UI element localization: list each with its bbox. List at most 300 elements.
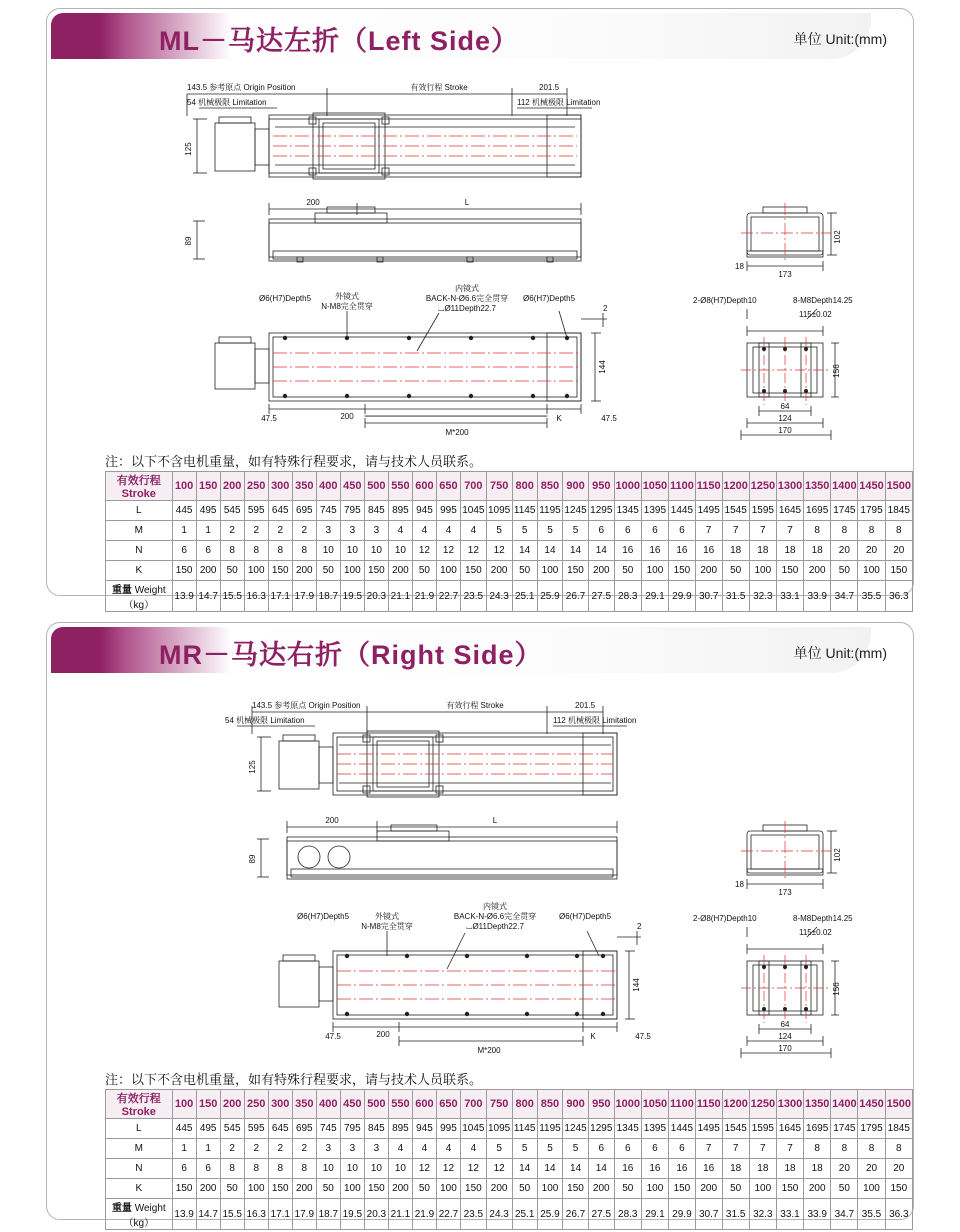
table-cell: 150	[364, 561, 388, 581]
label-stroke: 有效行程 Stroke	[446, 701, 504, 710]
table-cell: 50	[412, 1179, 436, 1199]
table-cell: 150	[885, 561, 912, 581]
table-cell: 13.9	[172, 1199, 196, 1230]
table-cell: 3	[364, 1139, 388, 1159]
table-cell: 200	[804, 561, 831, 581]
table-cell: 6	[196, 541, 220, 561]
label-hole-right: 8-M8Depth14.25	[793, 296, 853, 305]
table-cell: 1695	[804, 1119, 831, 1139]
table-row-label: L	[106, 1119, 173, 1139]
table-cell: 34.7	[831, 1199, 858, 1230]
table-cell: 17.1	[268, 581, 292, 612]
table-cell: 8	[831, 521, 858, 541]
table-header-cell: 100	[172, 472, 196, 501]
table-header-cell: 500	[364, 472, 388, 501]
table-header-cell: 950	[588, 472, 614, 501]
table-cell: 1395	[641, 1119, 668, 1139]
table-cell: 23.5	[460, 1199, 486, 1230]
table-row-label: K	[106, 561, 173, 581]
table-header-cell: 1050	[641, 1090, 668, 1119]
table-cell: 200	[196, 561, 220, 581]
table-cell: 16	[695, 541, 722, 561]
table-cell: 150	[268, 1179, 292, 1199]
table-cell: 100	[537, 561, 562, 581]
table-cell: 25.9	[537, 581, 562, 612]
table-cell: 150	[268, 561, 292, 581]
table-header-cell: 1100	[669, 472, 696, 501]
table-cell: 26.7	[563, 581, 589, 612]
label-limit-left: 54 机械极限 Limitation	[187, 98, 267, 107]
table-header-cell: 250	[244, 472, 268, 501]
panel-mr-drawings	[47, 679, 913, 1073]
table-cell: 18	[776, 541, 803, 561]
label-d2: 2	[603, 304, 608, 313]
table-cell: 795	[340, 501, 364, 521]
ml-technical-drawing	[47, 61, 913, 451]
table-cell: 33.9	[804, 1199, 831, 1230]
table-cell: 26.7	[563, 1199, 589, 1230]
label-L: L	[492, 816, 498, 825]
label-d475b: 47.5	[601, 414, 617, 423]
table-cell: 25.1	[512, 1199, 537, 1230]
table-cell: 14.7	[196, 581, 220, 612]
table-cell: 100	[641, 1179, 668, 1199]
table-cell: 200	[388, 1179, 412, 1199]
table-cell: 4	[388, 1139, 412, 1159]
table-cell: 12	[412, 1159, 436, 1179]
table-cell: 6	[614, 521, 641, 541]
table-cell: 14	[588, 1159, 614, 1179]
label-pin-right: Ø6(H7)Depth5	[559, 912, 612, 921]
table-header-cell: 850	[537, 472, 562, 501]
table-cell: 150	[669, 1179, 696, 1199]
table-cell: 4	[436, 521, 460, 541]
table-cell: 12	[460, 1159, 486, 1179]
table-header-cell: 800	[512, 472, 537, 501]
table-cell: 200	[695, 561, 722, 581]
table-header-cell: 200	[220, 472, 244, 501]
table-cell: 150	[776, 1179, 803, 1199]
label-right-dim: 201.5	[575, 701, 596, 710]
label-d200: 200	[306, 198, 320, 207]
label-K: K	[590, 1032, 596, 1041]
table-header-cell: 600	[412, 472, 436, 501]
table-cell: 745	[316, 1119, 340, 1139]
table-header-row	[106, 1090, 913, 1119]
table-header-cell: 350	[292, 1090, 316, 1119]
table-cell: 34.7	[831, 581, 858, 612]
table-cell: 1595	[749, 1119, 776, 1139]
label-d170: 170	[778, 1044, 792, 1053]
table-header-cell: 1400	[831, 1090, 858, 1119]
table-cell: 2	[292, 521, 316, 541]
table-cell: 24.3	[486, 581, 512, 612]
table-cell: 7	[749, 521, 776, 541]
table-row	[106, 501, 913, 521]
label-d2: 2	[637, 922, 642, 931]
table-header-cell: 1000	[614, 472, 641, 501]
table-cell: 10	[340, 541, 364, 561]
panel-ml-drawings	[47, 61, 913, 451]
label-K: K	[556, 414, 562, 423]
table-cell: 30.7	[695, 581, 722, 612]
table-cell: 1845	[885, 1119, 912, 1139]
table-cell: 645	[268, 501, 292, 521]
table-cell: 14	[537, 1159, 562, 1179]
table-cell: 150	[776, 561, 803, 581]
table-cell: 1295	[588, 1119, 614, 1139]
table-header-cell: 1350	[804, 1090, 831, 1119]
table-cell: 16	[669, 1159, 696, 1179]
table-cell: 35.5	[858, 581, 885, 612]
table-cell: 5	[486, 521, 512, 541]
table-cell: 21.9	[412, 581, 436, 612]
table-cell: 1645	[776, 501, 803, 521]
table-row-label: N	[106, 541, 173, 561]
table-cell: 995	[436, 1119, 460, 1139]
table-cell: 19.5	[340, 581, 364, 612]
table-cell: 995	[436, 501, 460, 521]
table-cell: 4	[388, 521, 412, 541]
table-cell: 36.3	[885, 1199, 912, 1230]
table-cell: 21.1	[388, 581, 412, 612]
table-cell: 18	[804, 541, 831, 561]
table-header-cell: 750	[486, 472, 512, 501]
table-header-cell: 1150	[695, 1090, 722, 1119]
table-header-row	[106, 472, 913, 501]
table-cell: 8	[804, 1139, 831, 1159]
table-cell: 100	[749, 1179, 776, 1199]
table-header-cell: 1200	[722, 1090, 749, 1119]
table-cell: 100	[244, 561, 268, 581]
table-row	[106, 1179, 913, 1199]
table-cell: 10	[364, 541, 388, 561]
label-pin-right: Ø6(H7)Depth5	[523, 294, 576, 303]
table-cell: 31.5	[722, 1199, 749, 1230]
table-cell: 18.7	[316, 1199, 340, 1230]
table-header-cell: 650	[436, 472, 460, 501]
table-cell: 30.7	[695, 1199, 722, 1230]
table-cell: 10	[364, 1159, 388, 1179]
table-cell: 33.1	[776, 581, 803, 612]
table-header-cell: 400	[316, 472, 340, 501]
table-cell: 18	[722, 1159, 749, 1179]
table-row-label: M	[106, 521, 173, 541]
table-cell: 1445	[669, 1119, 696, 1139]
table-row	[106, 561, 913, 581]
table-cell: 33.9	[804, 581, 831, 612]
table-cell: 645	[268, 1119, 292, 1139]
table-cell: 27.5	[588, 1199, 614, 1230]
table-cell: 50	[614, 1179, 641, 1199]
table-cell: 545	[220, 501, 244, 521]
table-cell: 8	[292, 1159, 316, 1179]
table-cell: 100	[436, 561, 460, 581]
table-cell: 4	[412, 521, 436, 541]
table-cell: 50	[512, 561, 537, 581]
table-cell: 5	[537, 1139, 562, 1159]
table-cell: 1095	[486, 501, 512, 521]
table-header-cell: 650	[436, 1090, 460, 1119]
label-d64: 64	[780, 1020, 790, 1029]
table-cell: 32.3	[749, 1199, 776, 1230]
table-cell: 795	[340, 1119, 364, 1139]
table-cell: 495	[196, 501, 220, 521]
table-cell: 150	[172, 561, 196, 581]
table-cell: 8	[885, 521, 912, 541]
table-cell: 17.9	[292, 1199, 316, 1230]
table-cell: 14.7	[196, 1199, 220, 1230]
table-header-cell: 450	[340, 472, 364, 501]
table-cell: 1595	[749, 501, 776, 521]
table-cell: 10	[316, 541, 340, 561]
table-header-cell: 250	[244, 1090, 268, 1119]
label-d200: 200	[325, 816, 339, 825]
label-limit-right: 112 机械极限 Limitation	[553, 716, 637, 725]
table-cell: 6	[172, 541, 196, 561]
table-header-cell: 1100	[669, 1090, 696, 1119]
table-cell: 6	[641, 521, 668, 541]
label-outer-type: 外镜式	[375, 912, 399, 921]
table-cell: 5	[512, 521, 537, 541]
table-header-cell: 1500	[885, 472, 912, 501]
panel-mr-title: MR－马达右折（Right Side）	[159, 640, 543, 670]
table-cell: 895	[388, 501, 412, 521]
table-header-cell: 1200	[722, 472, 749, 501]
table-cell: 100	[340, 561, 364, 581]
table-cell: 445	[172, 501, 196, 521]
table-cell: 200	[486, 561, 512, 581]
table-cell: 50	[316, 1179, 340, 1199]
table-row	[106, 1119, 913, 1139]
table-cell: 845	[364, 1119, 388, 1139]
table-cell: 19.5	[340, 1199, 364, 1230]
table-cell: 12	[436, 541, 460, 561]
panel-ml-unit: 单位 Unit:(mm)	[793, 31, 887, 47]
table-cell: 4	[436, 1139, 460, 1159]
label-d200b: 200	[340, 412, 354, 421]
table-header-cell: 1400	[831, 472, 858, 501]
label-limit-left: 54 机械极限 Limitation	[225, 716, 305, 725]
label-d18: 18	[735, 262, 744, 271]
table-cell: 12	[460, 541, 486, 561]
label-h125: 125	[184, 142, 193, 156]
table-cell: 20	[885, 1159, 912, 1179]
table-header-cell: 800	[512, 1090, 537, 1119]
table-cell: 3	[340, 1139, 364, 1159]
table-cell: 14	[563, 541, 589, 561]
table-cell: 20.3	[364, 581, 388, 612]
table-row-label: M	[106, 1139, 173, 1159]
table-row-label: L	[106, 501, 173, 521]
table-cell: 2	[244, 521, 268, 541]
table-cell: 2	[220, 1139, 244, 1159]
table-cell: 29.1	[641, 581, 668, 612]
table-cell: 150	[364, 1179, 388, 1199]
table-header-cell: 950	[588, 1090, 614, 1119]
table-row	[106, 521, 913, 541]
label-h102: 102	[833, 230, 842, 244]
table-cell: 3	[316, 521, 340, 541]
table-cell: 1	[172, 1139, 196, 1159]
table-cell: 6	[641, 1139, 668, 1159]
table-cell: 14	[512, 1159, 537, 1179]
table-header-cell: 1250	[749, 1090, 776, 1119]
label-right-dim: 201.5	[539, 83, 560, 92]
table-cell: 1845	[885, 501, 912, 521]
table-cell: 29.9	[669, 1199, 696, 1230]
table-cell: 1245	[563, 501, 589, 521]
label-origin: 143.5 参考原点 Origin Position	[252, 701, 361, 710]
label-d124: 124	[778, 414, 792, 423]
table-cell: 50	[512, 1179, 537, 1199]
table-cell: 10	[316, 1159, 340, 1179]
table-cell: 15.5	[220, 581, 244, 612]
table-cell: 7	[749, 1139, 776, 1159]
table-header-cell: 500	[364, 1090, 388, 1119]
label-outer-type: 外镜式	[335, 292, 359, 301]
table-cell: 1745	[831, 1119, 858, 1139]
table-cell: 16.3	[244, 1199, 268, 1230]
table-cell: 695	[292, 501, 316, 521]
table-cell: 13.9	[172, 581, 196, 612]
table-cell: 6	[669, 521, 696, 541]
table-header-cell: 1500	[885, 1090, 912, 1119]
table-cell: 8	[885, 1139, 912, 1159]
table-cell: 29.1	[641, 1199, 668, 1230]
table-cell: 17.9	[292, 581, 316, 612]
label-tol115: 115±0.02	[799, 310, 832, 319]
table-cell: 50	[412, 561, 436, 581]
table-cell: 1495	[695, 501, 722, 521]
table-row-label: K	[106, 1179, 173, 1199]
panel-ml-title: ML－马达左折（Left Side）	[159, 26, 519, 56]
table-cell: 8	[831, 1139, 858, 1159]
table-cell: 31.5	[722, 581, 749, 612]
table-cell: 150	[172, 1179, 196, 1199]
table-cell: 1	[196, 1139, 220, 1159]
label-d200b: 200	[376, 1030, 390, 1039]
table-cell: 100	[641, 561, 668, 581]
table-header-cell: 300	[268, 1090, 292, 1119]
table-cell: 8	[244, 541, 268, 561]
label-d475b: 47.5	[635, 1032, 651, 1041]
table-cell: 20	[831, 1159, 858, 1179]
table-cell: 200	[588, 1179, 614, 1199]
table-cell: 845	[364, 501, 388, 521]
table-cell: 1745	[831, 501, 858, 521]
table-cell: 1	[196, 521, 220, 541]
table-header-cell: 1150	[695, 472, 722, 501]
label-outer-spec: N-M8完全贯穿	[321, 302, 373, 311]
table-cell: 28.3	[614, 581, 641, 612]
table-header-cell: 200	[220, 1090, 244, 1119]
table-header-cell: 300	[268, 472, 292, 501]
panel-mr-spec-table	[105, 1089, 913, 1230]
table-cell: 12	[436, 1159, 460, 1179]
panel-ml	[46, 8, 914, 611]
table-cell: 10	[340, 1159, 364, 1179]
table-cell: 10	[388, 541, 412, 561]
table-cell: 1395	[641, 501, 668, 521]
table-cell: 8	[268, 541, 292, 561]
table-cell: 5	[563, 521, 589, 541]
table-cell: 1445	[669, 501, 696, 521]
table-cell: 29.9	[669, 581, 696, 612]
label-d173: 173	[778, 888, 792, 897]
table-header-cell: 900	[563, 472, 589, 501]
table-cell: 3	[316, 1139, 340, 1159]
table-cell: 1095	[486, 1119, 512, 1139]
table-cell: 4	[460, 521, 486, 541]
table-cell: 20.3	[364, 1199, 388, 1230]
table-cell: 100	[858, 1179, 885, 1199]
label-h144: 144	[632, 978, 641, 992]
table-cell: 150	[563, 561, 589, 581]
table-cell: 8	[268, 1159, 292, 1179]
table-cell: 6	[588, 521, 614, 541]
panel-mr-header	[51, 627, 909, 673]
table-header-cell: 1300	[776, 1090, 803, 1119]
table-header-cell: 有效行程 Stroke	[106, 1090, 173, 1119]
table-cell: 14	[512, 541, 537, 561]
table-cell: 16	[669, 541, 696, 561]
table-header-cell: 450	[340, 1090, 364, 1119]
table-cell: 20	[858, 541, 885, 561]
table-cell: 1545	[722, 1119, 749, 1139]
panel-ml-header	[51, 13, 909, 59]
table-cell: 6	[172, 1159, 196, 1179]
table-header-cell: 550	[388, 1090, 412, 1119]
table-cell: 20	[885, 541, 912, 561]
label-inner-spec1: BACK-N-Ø6.6完全贯穿	[453, 912, 537, 921]
table-cell: 14	[563, 1159, 589, 1179]
label-inner-spec2: ⌴Ø11Depth22.7	[438, 304, 496, 313]
table-cell: 12	[486, 1159, 512, 1179]
label-M200: M*200	[445, 428, 469, 437]
table-cell: 6	[196, 1159, 220, 1179]
table-cell: 7	[776, 521, 803, 541]
table-cell: 1195	[537, 1119, 562, 1139]
table-cell: 10	[388, 1159, 412, 1179]
label-pin-left: Ø6(H7)Depth5	[259, 294, 312, 303]
label-inner-spec1: BACK-N-Ø6.6完全贯穿	[425, 294, 509, 303]
table-cell: 945	[412, 1119, 436, 1139]
table-cell: 200	[804, 1179, 831, 1199]
table-header-cell: 150	[196, 472, 220, 501]
table-cell: 36.3	[885, 581, 912, 612]
table-cell: 18	[776, 1159, 803, 1179]
label-d475a: 47.5	[325, 1032, 341, 1041]
table-cell: 16	[614, 541, 641, 561]
table-cell: 1345	[614, 501, 641, 521]
label-inner-type: 内镜式	[455, 284, 479, 293]
table-cell: 6	[614, 1139, 641, 1159]
table-cell: 8	[804, 521, 831, 541]
table-cell: 35.5	[858, 1199, 885, 1230]
table-cell: 1	[172, 521, 196, 541]
table-cell: 3	[340, 521, 364, 541]
label-h89: 89	[248, 854, 257, 864]
table-cell: 5	[512, 1139, 537, 1159]
table-cell: 20	[858, 1159, 885, 1179]
table-cell: 7	[695, 1139, 722, 1159]
panel-mr-unit: 单位 Unit:(mm)	[793, 645, 887, 661]
table-cell: 3	[364, 521, 388, 541]
table-header-cell: 900	[563, 1090, 589, 1119]
table-cell: 1145	[512, 1119, 537, 1139]
table-cell: 695	[292, 1119, 316, 1139]
